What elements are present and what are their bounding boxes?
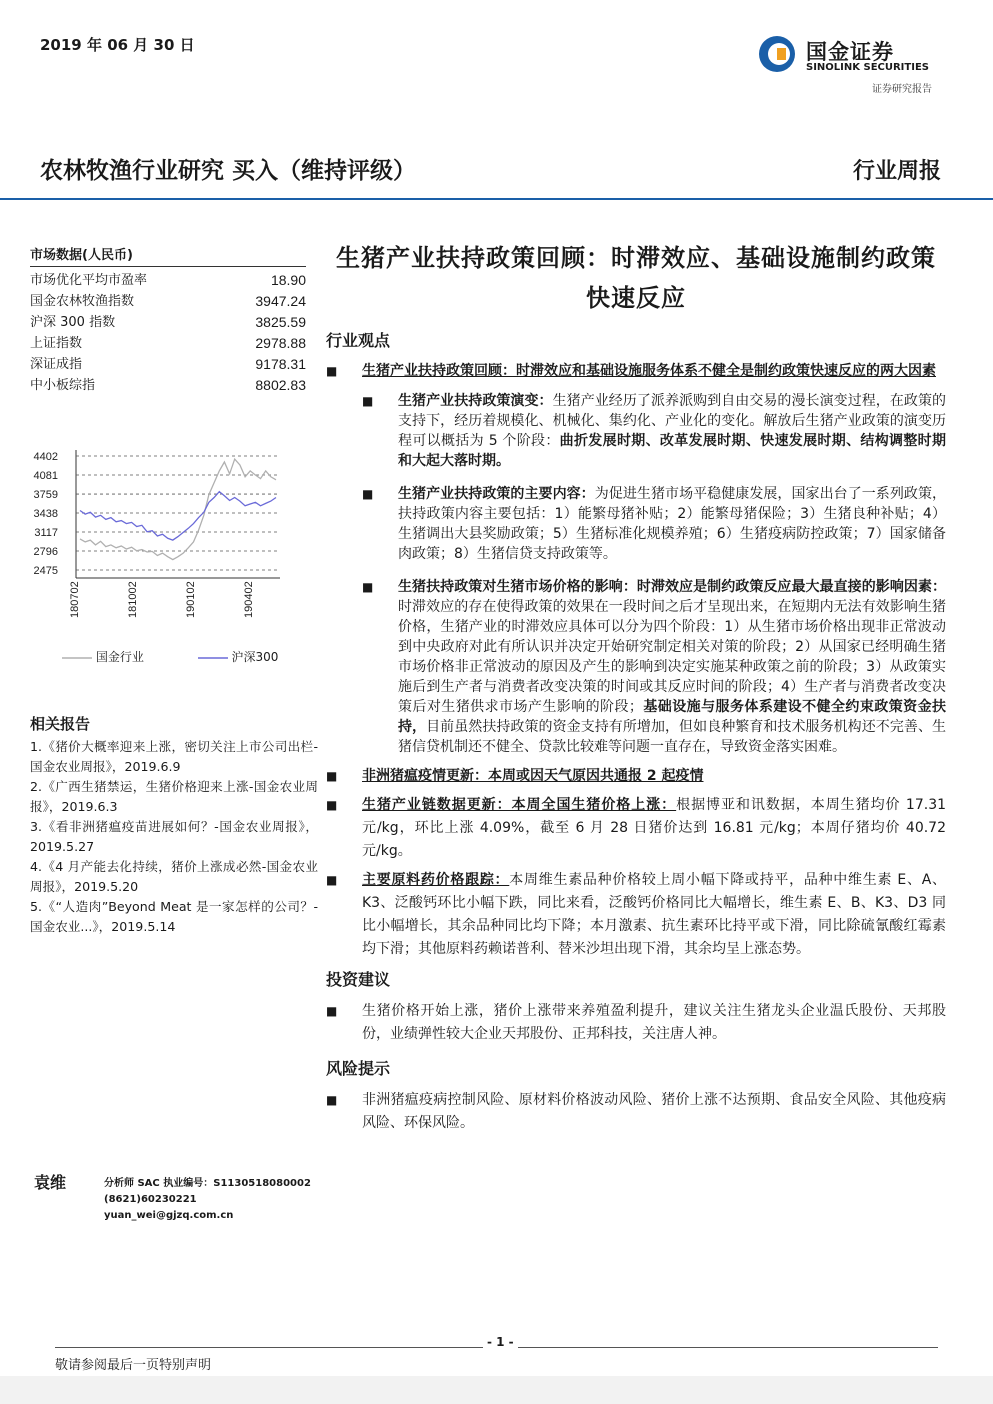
bullet-api-price bbox=[326, 869, 946, 961]
market-label: 沪深 300 指数 bbox=[30, 315, 116, 330]
disclaimer-note: 敬请参阅最后一页特别声明 bbox=[55, 1358, 212, 1373]
logo-text-en: SINOLINK SECURITIES bbox=[806, 62, 929, 73]
x-tick-label: 190402 bbox=[243, 581, 255, 618]
bullet-policy-evolution bbox=[326, 391, 946, 471]
analyst-phone: (8621)60230221 bbox=[104, 1194, 197, 1205]
related-reports-list bbox=[30, 737, 318, 937]
bullet-policy-impact bbox=[326, 577, 946, 757]
market-value: 2978.88 bbox=[255, 335, 306, 351]
y-tick-label: 3117 bbox=[34, 527, 58, 540]
bullet-text: 为促进生猪市场平稳健康发展，国家出台了一系列政策，扶持政策内容主要包括：1）能繁母猪补贴；2）能繁母猪保险；3）生猪良种补贴；4）生猪调出大县奖励政策；5）生猪标准化规模养殖；6）生猪疫病防控政策；7）国家储备肉政策；8）生猪信贷支持政策等。 bbox=[398, 486, 947, 562]
market-value: 9178.31 bbox=[255, 356, 306, 372]
x-tick-label: 181002 bbox=[127, 581, 139, 618]
series-line-industry bbox=[80, 459, 276, 559]
market-row bbox=[30, 291, 306, 312]
main-content bbox=[326, 238, 946, 1141]
section-heading-risk: 风险提示 bbox=[326, 1059, 391, 1078]
y-tick-label: 3759 bbox=[33, 489, 58, 502]
bullet-risk: ■ 非洲猪瘟疫病控制风险、原材料价格波动风险、猪价上涨不达预期、食品安全风险、其他疫病风险、环保风险。 bbox=[326, 1089, 946, 1135]
logo-subtitle: 证券研究报告 bbox=[872, 84, 932, 95]
market-label: 上证指数 bbox=[30, 336, 83, 351]
index-line-chart bbox=[30, 440, 290, 630]
market-row bbox=[30, 312, 306, 333]
bullet-lead: 生猪产业链数据更新：本周全国生猪价格上涨： bbox=[362, 797, 677, 813]
bullet-emphasis: 基础设施与服务体系建设不健全约束政策资金扶持， bbox=[398, 699, 947, 735]
bullet-asf-update: ■ 非洲猪瘟疫情更新：本周或因天气原因共通报 2 起疫情 bbox=[326, 765, 946, 788]
logo-text-cn: 国金证券 bbox=[806, 40, 894, 64]
analyst-info bbox=[104, 1176, 318, 1224]
analyst-email[interactable]: yuan_wei@gjzq.com.cn bbox=[104, 1210, 234, 1221]
market-row bbox=[30, 270, 306, 291]
market-label: 国金农林牧渔指数 bbox=[30, 294, 135, 309]
bullet-emphasis: 曲折发展时期、改革发展时期、快速发展时期、结构调整时期和大起大落时期。 bbox=[398, 433, 946, 469]
market-value: 18.90 bbox=[270, 272, 306, 288]
research-area: 农林牧渔行业研究 买入（维持评级） bbox=[40, 158, 417, 184]
market-row bbox=[30, 333, 306, 354]
market-data-divider bbox=[30, 266, 306, 267]
market-value: 3825.59 bbox=[255, 314, 306, 330]
author-name: 袁维 bbox=[34, 1173, 67, 1192]
bullet-invest: ■ 生猪价格开始上涨，猪价上涨带来养殖盈利提升，建议关注生猪龙头企业温氏股份、天邦股份，业绩弹性较大企业天邦股份、正邦科技，关注唐人神。 bbox=[326, 1000, 946, 1046]
legend-label-hs300: 沪深300 bbox=[231, 650, 279, 664]
page-number: - 1 - bbox=[483, 1335, 518, 1349]
legend-line-hs300 bbox=[198, 653, 228, 663]
y-tick-label: 3438 bbox=[33, 508, 58, 521]
report-date: 2019 年 06 月 30 日 bbox=[40, 36, 195, 54]
report-title: 生猪产业扶持政策回顾：时滞效应、基础设施制约政策快速反应 bbox=[336, 243, 936, 312]
related-report-link[interactable]: 5.《“人造肉”Beyond Meat 是一家怎样的公司？-国金农业...》，2019.5.14 bbox=[30, 899, 318, 934]
legend-label-industry: 国金行业 bbox=[95, 650, 144, 664]
header-divider bbox=[0, 198, 993, 200]
y-tick-label: 2475 bbox=[33, 565, 58, 577]
related-reports-title: 相关报告 bbox=[30, 715, 91, 733]
bullet-text: 本周维生素品种价格较上周小幅下降或持平，品种中维生素 E、A、K3、泛酸钙环比小幅下跌，同比来看，泛酸钙价格同比大幅增长，维生素 E、B、K3、D3 同比小幅增长，其余品种同比均下降；本月激素、抗生素环比持平或下滑，同比除硫氰酸红霉素均下滑；其他原料药赖诺普利、替米沙坦出现下滑，其余均呈上涨态势。 bbox=[362, 872, 946, 957]
y-tick-label: 4081 bbox=[33, 469, 58, 482]
bullet-text: 生猪产业经历了派养派购到自由交易的漫长演变过程，在政策的支持下，经历着规模化、机械化、集约化、产业化的变化。解放后生猪产业政策的演变历程可以概括为 5 个阶段： bbox=[398, 393, 947, 449]
bullet-lead: 生猪产业扶持政策演变： bbox=[398, 393, 553, 409]
bullet-lead: 生猪产业扶持政策的主要内容： bbox=[398, 486, 595, 502]
market-label: 深证成指 bbox=[30, 357, 83, 372]
bullet-lead: 生猪扶持政策对生猪市场价格的影响：时滞效应是制约政策反应最大最直接的影响因素： bbox=[398, 579, 946, 595]
bullet-text: 时滞效应的存在使得政策的效果在一段时间之后才呈现出来，在短期内无法有效影响生猪价格，生猪产业的时滞效应具体可以分为四个阶段：1）从生猪市场价格出现非正常波动到中央政府对此有所认识并决定开始研究制定相关对策的阶段；2）从国家已经明确生猪市场价格非正常波动的原因及产生的影响到决定实施某种政策之前的阶段；3）从政策实施后到生产者与消费者改变决策的时间或其反应时间的阶段；4）生产者与消费者改变决策后对生猪供求市场产生影响的阶段； bbox=[398, 599, 946, 715]
sinolink-logo-icon bbox=[757, 34, 797, 74]
market-value: 8802.83 bbox=[255, 377, 306, 393]
related-report-link[interactable]: 4.《4 月产能去化持续，猪价上涨成必然-国金农业周报》，2019.5.20 bbox=[30, 859, 318, 894]
market-value: 3947.24 bbox=[255, 293, 306, 309]
market-data-title: 市场数据(人民币) bbox=[30, 248, 133, 263]
analyst-license: 分析师 SAC 执业编号：S1130518080002 bbox=[104, 1178, 311, 1189]
related-report-link[interactable]: 3.《看非洲猪瘟疫苗进展如何？-国金农业周报》，2019.5.27 bbox=[30, 819, 318, 854]
x-tick-label: 190102 bbox=[185, 581, 197, 618]
series-line-hs300 bbox=[80, 492, 276, 540]
x-tick-label: 180702 bbox=[69, 581, 81, 618]
bullet-policy-content bbox=[326, 484, 946, 564]
market-data-panel bbox=[30, 244, 306, 396]
market-label: 中小板综指 bbox=[30, 378, 96, 393]
related-report-link[interactable]: 2.《广西生猪禁运，生猪价格迎来上涨-国金农业周报》，2019.6.3 bbox=[30, 779, 318, 814]
market-row bbox=[30, 375, 306, 396]
bullet-policy-review: ■ 生猪产业扶持政策回顾：时滞效应和基础设施服务体系不健全是制约政策快速反应的两大因素 bbox=[326, 361, 946, 381]
market-label: 市场优化平均市盈率 bbox=[30, 273, 148, 288]
bullet-chain-data bbox=[326, 794, 946, 863]
market-row bbox=[30, 354, 306, 375]
section-heading-views: 行业观点 bbox=[326, 331, 391, 350]
related-report-link[interactable]: 1.《猪价大概率迎来上涨，密切关注上市公司出栏-国金农业周报》，2019.6.9 bbox=[30, 739, 318, 774]
bullet-text: 根据博亚和讯数据，本周生猪均价 17.31 元/kg，环比上涨 4.09%，截至 6 月 28 日猪价达到 16.81 元/kg；本周仔猪均价 40.72 元/kg。 bbox=[362, 797, 947, 859]
section-heading-invest: 投资建议 bbox=[326, 970, 391, 989]
legend-line-industry bbox=[62, 653, 92, 663]
y-tick-label: 2796 bbox=[33, 546, 58, 559]
chart-legend bbox=[62, 648, 278, 665]
bottom-band bbox=[0, 1376, 993, 1404]
report-type: 行业周报 bbox=[852, 159, 941, 184]
bullet-text-tail: 目前虽然扶持政策的资金支持有所增加，但如良种繁育和技术服务机构还不完善、生猪信贷机制还不健全、贷款比较难等问题一直存在，导致资金落实困难。 bbox=[398, 719, 947, 755]
bullet-lead: 主要原料药价格跟踪： bbox=[362, 872, 510, 888]
y-tick-label: 4402 bbox=[33, 451, 58, 463]
